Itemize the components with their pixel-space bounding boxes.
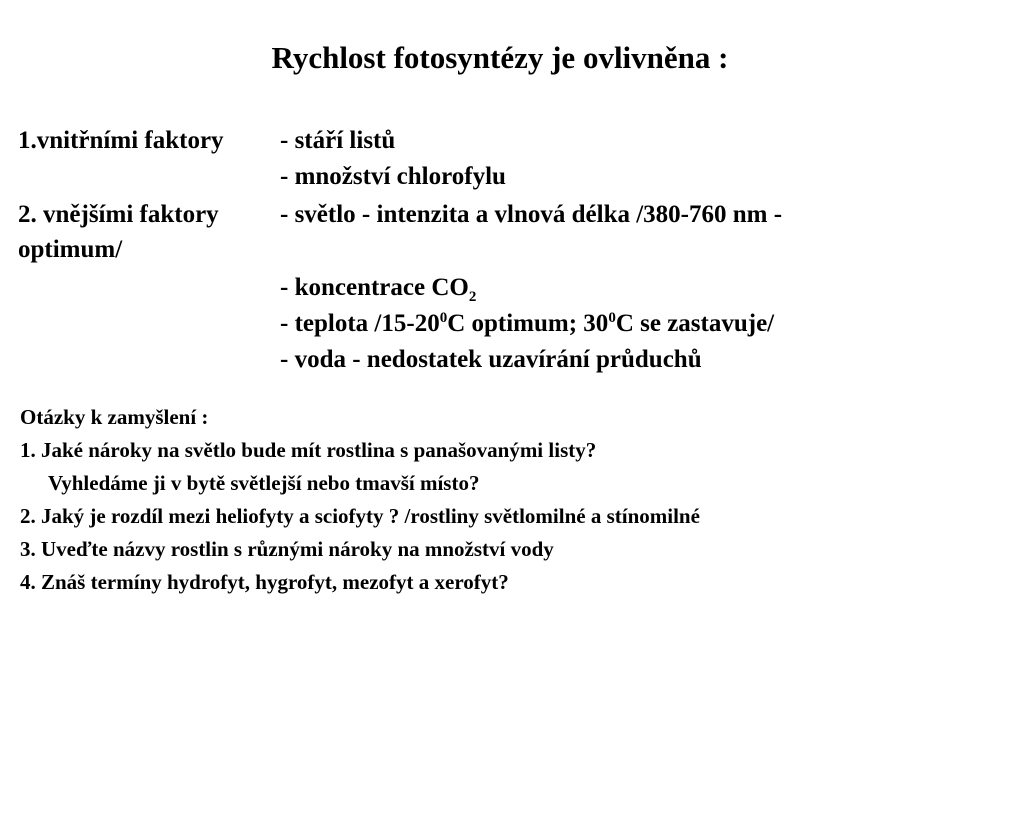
- question-1: 1. Jaké nároky na světlo bude mít rostlina s panašovanými listy?: [20, 438, 597, 462]
- questions-heading: Otázky k zamyšlení :: [20, 405, 209, 429]
- factor-internal-chlorophyll: - množství chlorofylu: [280, 163, 506, 190]
- factor-external-co2: - koncentrace $CO_2$: [280, 274, 477, 305]
- question-1-cont: Vyhledáme ji v bytě světlejší nebo tmavší místo?: [48, 471, 480, 495]
- factor-external-temperature: - teplota $/15-20^0C$ optimum; $30^0C$ se zastavuje/: [280, 310, 775, 337]
- question-2: 2. Jaký je rozdíl mezi heliofyty a sciofyty ? /rostliny světlomilné a stínomilné: [20, 504, 700, 528]
- question-3: 3. Uveďte názvy rostlin s různými nároky na množství vody: [20, 537, 554, 561]
- factor-external-light-cont: optimum/: [18, 236, 123, 263]
- slide-title: Rychlost fotosyntézy je ovlivněna :: [271, 40, 729, 75]
- question-4: 4. Znáš termíny hydrofyt, hygrofyt, mezofyt a xerofyt?: [20, 570, 509, 594]
- factor-external-water: - voda - nedostatek uzavírání průduchů: [280, 346, 702, 373]
- factor-external-light: - světlo - intenzita a vlnová délka /380-760 nm -: [280, 201, 783, 228]
- factor-internal-label: 1.vnitřními faktory: [18, 127, 224, 154]
- factor-internal-leaf-age: - stáří listů: [280, 127, 396, 154]
- factor-external-label: 2. vnějšími faktory: [18, 201, 219, 228]
